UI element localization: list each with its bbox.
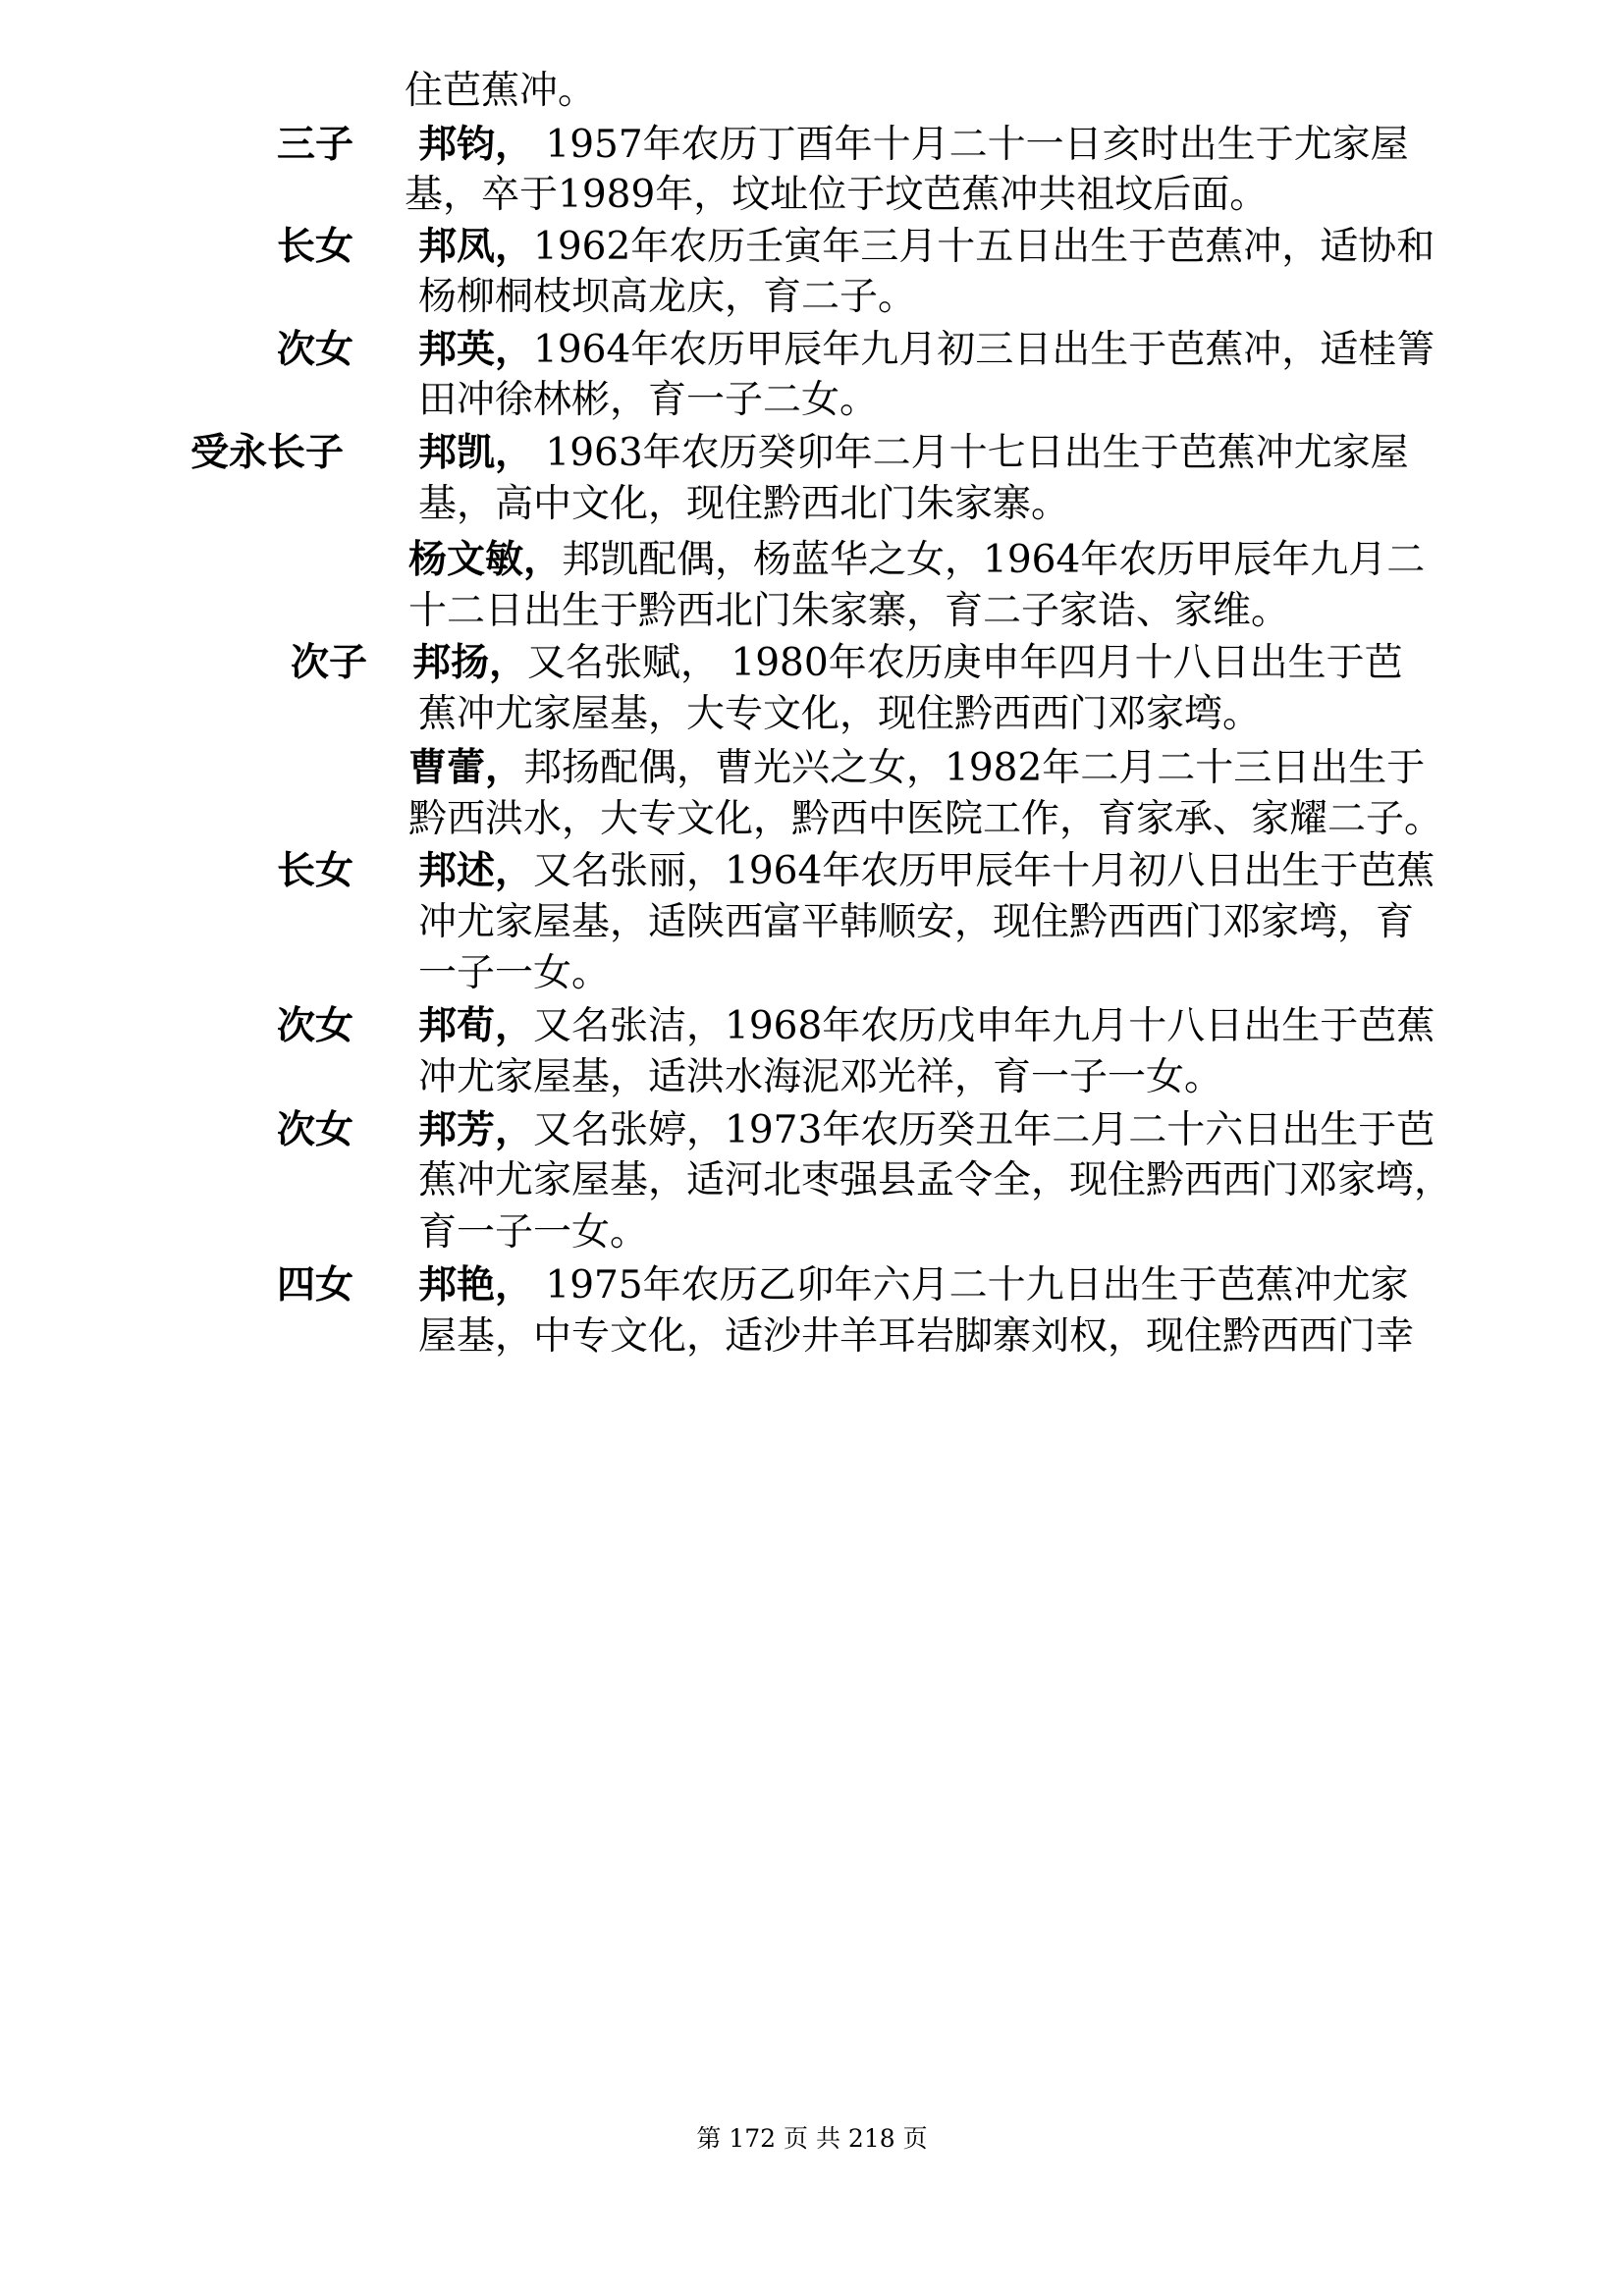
entry-label: 次女 <box>277 1003 354 1048</box>
entry-line <box>418 325 1435 374</box>
entry-name: 邦钧， <box>418 122 534 167</box>
entry-name: 邦述， <box>418 848 534 893</box>
entry-line <box>418 1260 1409 1309</box>
entry-line: 冲尤家屋基，适洪水海泥邓光祥，育一子一女。 <box>418 1055 1223 1099</box>
entry-text: 又名张丽，1964年农历甲辰年十月初八日出生于芭蕉 <box>533 849 1435 893</box>
entry-line: 蕉冲尤家屋基，适河北枣强县孟令全，现住黔西西门邓家塆， <box>418 1158 1453 1202</box>
entry-label: 长女 <box>277 848 354 893</box>
entry-line: 黔西洪水，大专文化，黔西中医院工作，育家承、家耀二子。 <box>408 797 1443 841</box>
entry-label: 受永长子 <box>190 430 345 475</box>
entry-line: 蕉冲尤家屋基，大专文化，现住黔西西门邓家塆。 <box>418 692 1262 736</box>
entry-line: 十二日出生于黔西北门朱家寨，育二子家诰、家维。 <box>408 589 1290 633</box>
entry-text: 1957年农历丁酉年十月二十一日亥时出生于尤家屋 <box>533 123 1409 167</box>
entry-line <box>418 1105 1435 1154</box>
entry-line <box>418 846 1435 895</box>
entry-label: 次女 <box>277 327 354 372</box>
entry-line: 冲尤家屋基，适陕西富平韩顺安，现住黔西西门邓家塆，育 <box>418 900 1415 944</box>
entry-text: 邦扬配偶，曹光兴之女，1982年二月二十三日出生于 <box>523 746 1426 790</box>
entry-line: 一子一女。 <box>418 951 611 995</box>
entry-name: 邦艳， <box>418 1262 534 1308</box>
entry-line: 基，高中文化，现住黔西北门朱家寨。 <box>418 482 1070 526</box>
entry-text: 1962年农历壬寅年三月十五日出生于芭蕉冲，适协和 <box>533 225 1435 269</box>
entry-line <box>408 743 1425 792</box>
entry-label: 四女 <box>277 1262 354 1308</box>
entry-label: 三子 <box>277 122 354 167</box>
entry-line: 田冲徐林彬，育一子二女。 <box>418 378 879 422</box>
entry-name: 邦荀， <box>418 1003 534 1048</box>
entry-text: 又名张赋， 1980年农历庚申年四月十八日出生于芭 <box>527 641 1403 685</box>
entry-text: 又名张婷，1973年农历癸丑年二月二十六日出生于芭 <box>533 1108 1435 1152</box>
entry-name: 邦英， <box>418 327 534 372</box>
entry-label: 长女 <box>277 224 354 269</box>
entry-line <box>418 222 1435 271</box>
entry-text: 邦凯配偶，杨蓝华之女，1964年农历甲辰年九月二 <box>562 538 1426 582</box>
entry-label: 次子 <box>291 640 368 685</box>
entry-line <box>408 535 1425 584</box>
entry-line <box>418 1001 1435 1050</box>
entry-line: 育一子一女。 <box>418 1210 649 1255</box>
entry-text: 1964年农历甲辰年九月初三日出生于芭蕉冲，适桂箐 <box>533 328 1435 372</box>
entry-label: 次女 <box>277 1107 354 1152</box>
continuation-line: 住芭蕉冲。 <box>405 69 597 113</box>
entry-name: 邦凤， <box>418 224 534 269</box>
entry-name: 邦凯， <box>418 430 534 475</box>
entry-name: 邦扬， <box>412 640 528 685</box>
entry-name: 杨文敏， <box>408 537 563 582</box>
entry-line <box>418 120 1409 169</box>
entry-line: 基，卒于1989年，坟址位于坟芭蕉冲共祖坟后面。 <box>405 173 1269 217</box>
entry-line: 杨柳桐枝坝高龙庆，育二子。 <box>418 275 917 319</box>
entry-line: 屋基，中专文化，适沙井羊耳岩脚寨刘权，现住黔西西门幸 <box>418 1314 1415 1359</box>
entry-line <box>412 638 1403 687</box>
entry-text: 又名张洁，1968年农历戊申年九月十八日出生于芭蕉 <box>533 1004 1435 1048</box>
entry-name: 曹蕾， <box>408 745 524 790</box>
entry-name: 邦芳， <box>418 1107 534 1152</box>
entry-text: 1963年农历癸卯年二月十七日出生于芭蕉冲尤家屋 <box>533 431 1409 475</box>
page-footer: 第 172 页 共 218 页 <box>696 2124 928 2153</box>
entry-line <box>418 428 1409 477</box>
entry-text: 1975年农历乙卯年六月二十九日出生于芭蕉冲尤家 <box>533 1263 1409 1308</box>
